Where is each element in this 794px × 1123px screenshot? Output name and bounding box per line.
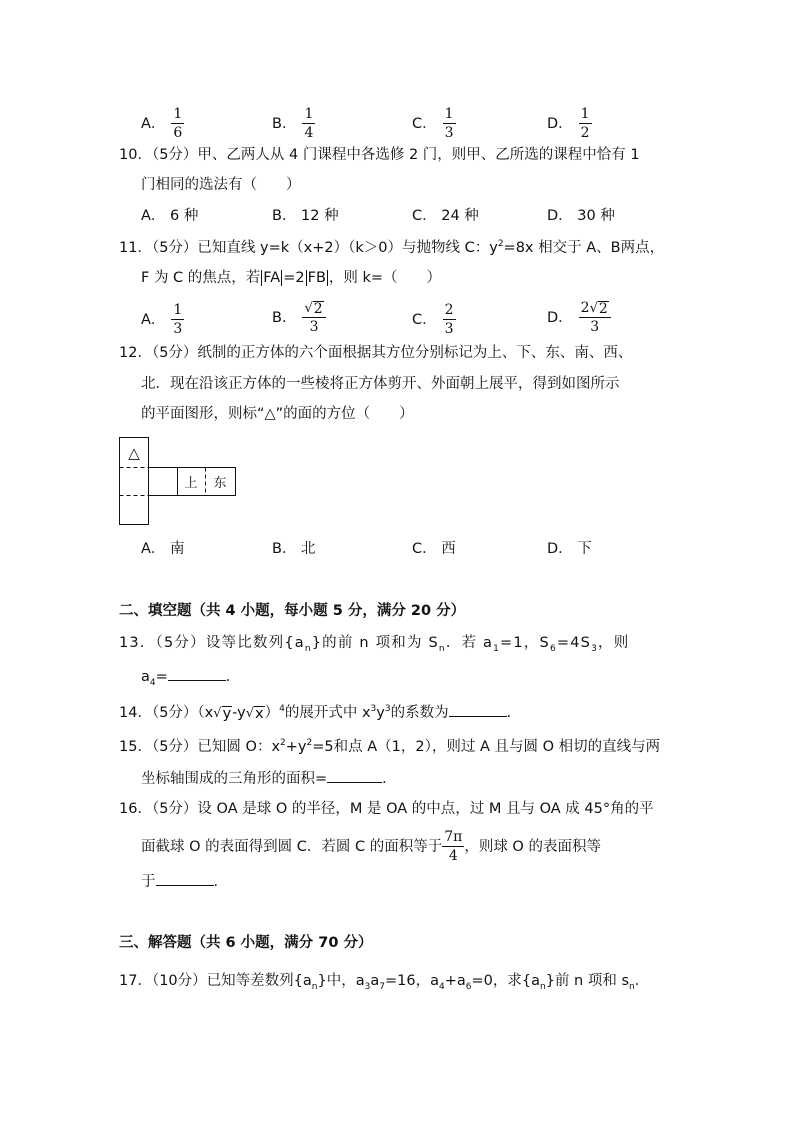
option-letter: C． — [412, 311, 437, 328]
q12-option-c: C． 西 — [412, 541, 456, 557]
text: +y — [285, 739, 307, 755]
text: 的展开式中 x — [284, 705, 371, 721]
sqrt — [304, 301, 323, 316]
superscript: 2 — [306, 738, 313, 749]
text: ． — [506, 705, 522, 721]
subscript: 3 — [591, 643, 598, 654]
q15-line2 — [141, 768, 397, 789]
text: ．若 a — [445, 635, 494, 651]
q16-line2 — [141, 829, 601, 864]
text: 14．（5分）（x — [119, 705, 214, 721]
q12-line2: 北．现在沿该正方体的一些棱将正方体剪开、外面朝上展平，得到如图所示 — [141, 376, 620, 392]
option-letter: B． — [272, 115, 297, 132]
q10-option-b: B． 12 种 — [272, 208, 339, 224]
superscript: 3 — [370, 704, 377, 715]
text: ，则 — [598, 635, 630, 651]
q10-option-a: A． 6 种 — [141, 208, 199, 224]
q11-line2 — [141, 268, 441, 288]
text: =2 — [283, 270, 305, 286]
answer-blank[interactable] — [327, 768, 382, 783]
frac-num: 7π — [444, 829, 463, 845]
frac-num — [302, 300, 325, 318]
text: ，则球 O 的表面积等 — [464, 838, 601, 855]
option-letter: C． — [412, 115, 437, 132]
sqrt — [246, 706, 265, 721]
text: =8x 相交于 A、B两点， — [503, 240, 665, 256]
radicand: y — [222, 706, 232, 722]
frac-num: 1 — [304, 106, 314, 122]
cube-net-svg — [119, 437, 239, 529]
text: }前 n 项和 s — [545, 973, 629, 989]
text: +a — [444, 973, 466, 989]
fraction — [302, 300, 325, 335]
net-label-top: 上 — [184, 476, 198, 491]
q9-option-a — [141, 106, 184, 141]
q17-line — [119, 971, 649, 991]
q10-option-c: C． 24 种 — [412, 208, 479, 224]
subscript: n — [629, 981, 635, 992]
text: =1，S — [500, 635, 550, 651]
option-letter: A． — [141, 311, 166, 328]
frac-den: 2 — [580, 125, 590, 141]
frac-den: 3 — [444, 321, 454, 337]
radical-sign: √ — [304, 301, 313, 316]
text: =5和点 A（1，2），则过 A 且与圆 O 相切的直线与两 — [312, 739, 661, 755]
q12-option-a: A． 南 — [141, 541, 185, 557]
q11-line1 — [119, 238, 664, 258]
net-label-triangle: △ — [128, 444, 140, 462]
radical-sign: √ — [245, 706, 255, 721]
text: FA — [263, 270, 281, 286]
q13-line1 — [119, 633, 629, 653]
q9-option-b — [272, 106, 315, 141]
subscript: 7 — [379, 981, 385, 992]
text: }的前 n 项和为 S — [311, 635, 439, 651]
section-answer-title: 三、解答题（共 6 小题，满分 70 分） — [119, 935, 373, 951]
radical-sign: √ — [213, 706, 222, 721]
frac-den: 6 — [173, 125, 183, 141]
abs-bar — [306, 270, 307, 286]
frac-den: 4 — [448, 848, 458, 864]
frac-den: 3 — [173, 321, 183, 337]
text: 坐标轴围成的三角形的面积= — [141, 771, 328, 787]
answer-blank[interactable] — [449, 702, 507, 717]
q11-option-c — [412, 302, 456, 337]
answer-blank[interactable] — [156, 871, 214, 886]
fraction — [443, 302, 456, 337]
text: ． — [225, 669, 241, 685]
subscript: n — [539, 981, 546, 992]
cube-net-figure — [119, 437, 239, 529]
text: FB — [307, 270, 326, 286]
text: 17．（10分）已知等差数列{a — [119, 973, 312, 989]
subscript: n — [438, 643, 446, 654]
sqrt — [590, 301, 609, 316]
frac-den: 3 — [444, 125, 454, 141]
subscript: 6 — [465, 981, 472, 992]
text: =4S — [556, 635, 592, 651]
q9-option-c — [412, 106, 456, 141]
text: 15．（5分）已知圆 O：x — [119, 739, 281, 755]
radicand: x — [255, 706, 264, 722]
frac-num: 2 — [444, 302, 454, 318]
abs-bar — [327, 270, 328, 286]
q10-option-d: D． 30 种 — [547, 208, 615, 224]
fraction — [302, 106, 315, 141]
fraction — [171, 106, 184, 141]
text: a — [370, 973, 380, 989]
text: 于 — [141, 874, 156, 890]
subscript: 6 — [549, 643, 557, 654]
text: y — [376, 705, 385, 721]
text: 11．（5分）已知直线 y=k（x+2）（k＞0）与抛物线 C：y — [119, 240, 498, 256]
option-letter: A． — [141, 115, 166, 132]
subscript: 3 — [364, 981, 371, 992]
subscript: 4 — [149, 677, 156, 688]
coefficient: 2 — [580, 300, 590, 316]
answer-blank[interactable] — [168, 666, 226, 681]
superscript: 2 — [497, 239, 504, 250]
text: }中，a — [317, 973, 365, 989]
q13-line2 — [141, 666, 240, 687]
fraction — [442, 829, 464, 864]
q16-line1: 16．（5分）设 OA 是球 O 的半径，M 是 OA 的中点，过 M 且与 OA 成 45°角的平 — [119, 801, 654, 817]
option-letter: D． — [547, 309, 573, 326]
frac-den: 3 — [309, 319, 319, 335]
q16-line3 — [141, 871, 228, 892]
frac-num: 1 — [444, 106, 454, 122]
text: =0，求{a — [471, 973, 540, 989]
q11-option-b — [272, 300, 326, 335]
sqrt — [213, 706, 232, 721]
frac-num: 1 — [173, 106, 183, 122]
q12-line1: 12．（5分）纸制的正方体的六个面根据其方位分别标记为上、下、东、南、西、 — [119, 345, 633, 361]
frac-num: 1 — [580, 106, 590, 122]
text: ． — [382, 771, 397, 787]
subscript: 1 — [493, 643, 501, 654]
radical-sign: √ — [589, 301, 598, 316]
q12-option-b: B． 北 — [272, 541, 316, 557]
text: 面截球 O 的表面得到圆 C．若圆 C 的面积等于 — [141, 838, 443, 855]
q12-option-d: D． 下 — [547, 541, 592, 557]
text: 的系数为 — [390, 705, 449, 721]
frac-num: 1 — [173, 302, 183, 318]
superscript: 2 — [280, 738, 286, 749]
q14-line — [119, 702, 521, 723]
q12-line3: 的平面图形，则标“△”的面的方位（ ） — [141, 406, 414, 422]
frac-den: 4 — [304, 125, 314, 141]
text: a — [141, 669, 150, 685]
text: -y — [232, 705, 246, 721]
fraction — [579, 300, 611, 335]
q11-option-a — [141, 302, 184, 337]
text: ． — [634, 973, 650, 989]
q10-line2: 门相同的选法有（ ） — [141, 177, 301, 193]
radicand: 2 — [313, 301, 323, 317]
section-fill-in-title: 二、填空题（共 4 小题，每小题 5 分，满分 20 分） — [119, 603, 466, 619]
superscript: 4 — [279, 704, 285, 715]
fraction — [443, 106, 456, 141]
q15-line1 — [119, 737, 660, 757]
q11-option-d — [547, 300, 611, 335]
radicand: 2 — [598, 301, 608, 317]
text: ） — [264, 705, 280, 721]
text: ． — [213, 874, 228, 890]
frac-den: 3 — [590, 319, 600, 335]
q9-option-d — [547, 106, 592, 141]
option-letter: D． — [547, 115, 573, 132]
text: 13．（5分）设等比数列{a — [119, 635, 305, 651]
subscript: n — [311, 981, 318, 992]
text: = — [155, 669, 168, 685]
subscript: 4 — [438, 981, 445, 992]
option-letter: B． — [272, 309, 297, 326]
text: F 为 C 的焦点，若 — [141, 270, 261, 286]
fraction — [579, 106, 592, 141]
net-label-east: 东 — [213, 476, 227, 491]
text: ，则 k=（ ） — [328, 270, 442, 286]
q10-line1: 10．（5分）甲、乙两人从 4 门课程中各选修 2 门，则甲、乙所选的课程中恰有 1 — [119, 147, 640, 163]
fraction — [171, 302, 184, 337]
text: =16，a — [384, 973, 439, 989]
subscript: n — [304, 643, 312, 654]
frac-num — [579, 300, 611, 318]
superscript: 3 — [384, 704, 391, 715]
